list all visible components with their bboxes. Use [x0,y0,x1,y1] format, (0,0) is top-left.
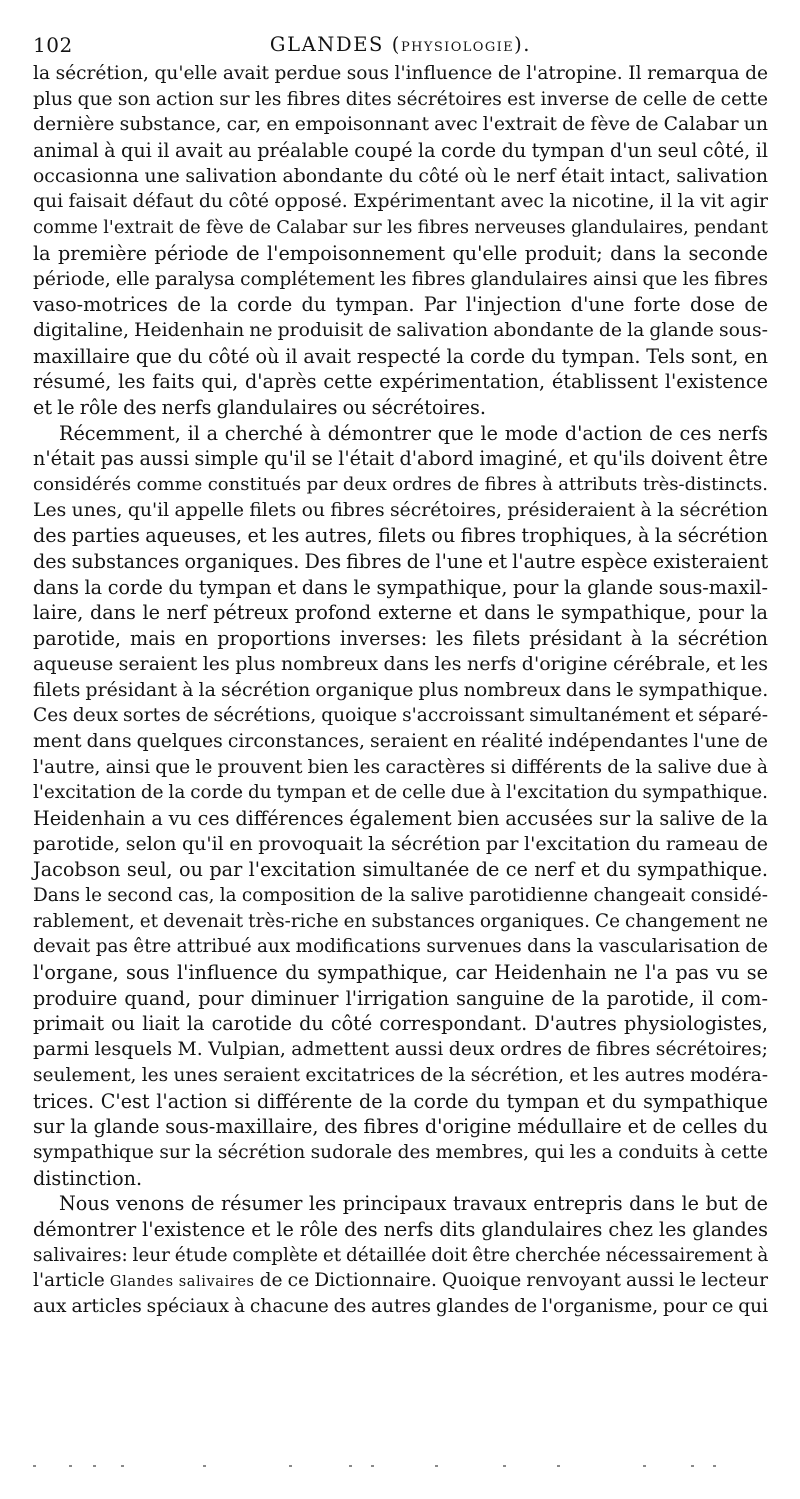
text-line: Ces deux sortes de sécrétions, quoique s'accroissant simultanément et séparé- [33,705,768,727]
text-line: vaso-motrices de la corde du tympan. Par l'injection d'une forte dose de [33,293,768,317]
text-line: dernière substance, car, en empoisonnant avec l'extrait de fève de Calabar un [33,114,768,136]
text-line: période, elle paralysa complétement les fibres glandulaires ainsi que les fibres [33,268,768,290]
line-fragment: de ce Dictionnaire. Quoique renvoyant aussi le lecteur [254,1270,768,1292]
text-line: l'organe, sous l'influence du sympathique, car Heidenhain ne l'a pas vu se [33,961,768,985]
text-line: laire, dans le nerf pétreux profond externe et dans le sympathique, pour la [33,601,768,625]
text-line: résumé, les faits qui, d'après cette expérimentation, établissent l'existence [33,370,768,394]
text-line: primait ou liait la carotide du côté correspondant. D'autres physiologistes, [33,1012,768,1036]
text-line: rablement, et devenait très-riche en substances organiques. Ce changement ne [33,910,768,932]
text-line: des substances organiques. Des fibres de l'une et l'autre espèce existeraient [33,550,769,574]
text-line: salivaires: leur étude complète et détaillée doit être cherchée nécessairement à [33,1244,769,1266]
text-line: parotide, selon qu'il en provoquait la sécrétion par l'excitation du rameau de [33,832,768,855]
body-text [33,61,768,1320]
text-line: considérés comme constitués par deux ordres de fibres à attributs très-distincts. [33,474,768,495]
paragraph-continuation [33,61,768,421]
text-line: Heidenhain a vu ces différences également bien accusées sur la salive de la [33,806,768,830]
text-line: ment dans quelques circonstances, seraient en réalité indépendantes l'une de [33,730,768,752]
text-line: Jacobson seul, ou par l'excitation simultanée de ce nerf et du sympathique. [33,858,768,882]
running-title-end: ). [514,33,532,56]
text-line-with-reference [33,1268,768,1294]
text-line: des parties aqueuses, et les autres, filets ou fibres trophiques, à la sécrétion [33,524,768,548]
text-line: distinction. [33,1166,143,1190]
page-number: 102 [33,33,73,57]
text-line: n'était pas aussi simple qu'il se l'était d'abord imaginé, et qu'ils doivent être [33,447,768,471]
text-line: la première période de l'empoisonnement qu'elle produit; dans la seconde [33,241,768,265]
text-line: aqueuse seraient les plus nombreux dans les nerfs d'origine cérébrale, et les [33,652,768,675]
text-line: filets présidant à la sécrétion organique plus nombreux dans le sympathique. [33,678,769,701]
paragraph-heidenhain [33,421,768,1192]
running-title-main: GLANDES ( [269,33,401,56]
text-line: aux articles spéciaux à chacune des autres glandes de l'organisme, pour ce qui [33,1296,769,1317]
article-reference-glandes: Glandes [109,1274,174,1291]
running-title-section: PHYSIOLOGIE [401,40,515,55]
running-head [33,30,768,60]
article-reference-salivaires: salivaires [178,1274,255,1291]
text-line: et le rôle des nerfs glandulaires ou sécrétoires. [33,395,486,419]
text-line: digitaline, Heidenhain ne produisit de salivation abondante de la glande sous- [33,319,768,341]
text-line: parmi lesquels M. Vulpian, admettent aussi deux ordres de fibres sécrétoires; [33,1039,768,1061]
text-line: animal à qui il avait au préalable coupé la corde du tympan d'un seul côté, il [33,139,768,163]
text-line: occasionna une salivation abondante du côté où le nerf était intact, salivation [33,165,768,187]
text-line: dans la corde du tympan et dans le sympathique, pour la glande sous-maxil- [33,575,768,599]
scan-footer-marks [33,1462,768,1470]
line-fragment: l'article [33,1270,110,1292]
text-line: sympathique sur la sécrétion sudorale des membres, qui les a conduits à cette [33,1141,768,1163]
text-line: Nous venons de résumer les principaux travaux entrepris dans le but de [59,1192,768,1216]
running-title [33,30,768,63]
text-line: l'autre, ainsi que le prouvent bien les caractères si différents de la salive due à [33,756,768,778]
text-line: Dans le second cas, la composition de la salive parotidienne changeait considé- [33,885,768,906]
paragraph-summary [33,1191,768,1319]
text-line: démontrer l'existence et le rôle des nerfs dits glandulaires chez les glandes [33,1217,768,1241]
text-line: comme l'extrait de fève de Calabar sur les fibres nerveuses glandulaires, pendant [33,217,768,239]
text-line: plus que son action sur les fibres dites sécrétoires est inverse de celle de cette [33,88,768,110]
text-line: Les unes, qu'il appelle filets ou fibres sécrétoires, présideraient à la sécrétion [33,499,768,521]
text-line: sur la glande sous-maxillaire, des fibres d'origine médullaire et de celles du [33,1115,768,1139]
text-line: l'excitation de la corde du tympan et de celle due à l'excitation du sympathique. [33,782,768,804]
text-line: maxillaire que du côté où il avait respecté la corde du tympan. Tels sont, en [33,344,768,368]
text-line: seulement, les unes seraient excitatrices de la sécrétion, et les autres modéra- [33,1064,768,1086]
text-line: parotide, mais en proportions inverses: les filets présidant à la sécrétion [33,627,768,651]
text-line: Récemment, il a cherché à démontrer que le mode d'action de ces nerfs [59,421,768,445]
text-line: qui faisait défaut du côté opposé. Expérimentant avec la nicotine, il la vit agir [33,191,768,213]
text-line: la sécrétion, qu'elle avait perdue sous l'influence de l'atropine. Il remarqua de [33,63,768,84]
text-line: trices. C'est l'action si différente de la corde du tympan et du sympathique [33,1089,768,1113]
text-line: devait pas être attribué aux modifications survenues dans la vascularisation de [33,936,768,958]
text-line: produire quand, pour diminuer l'irrigation sanguine de la parotide, il com- [33,986,768,1010]
